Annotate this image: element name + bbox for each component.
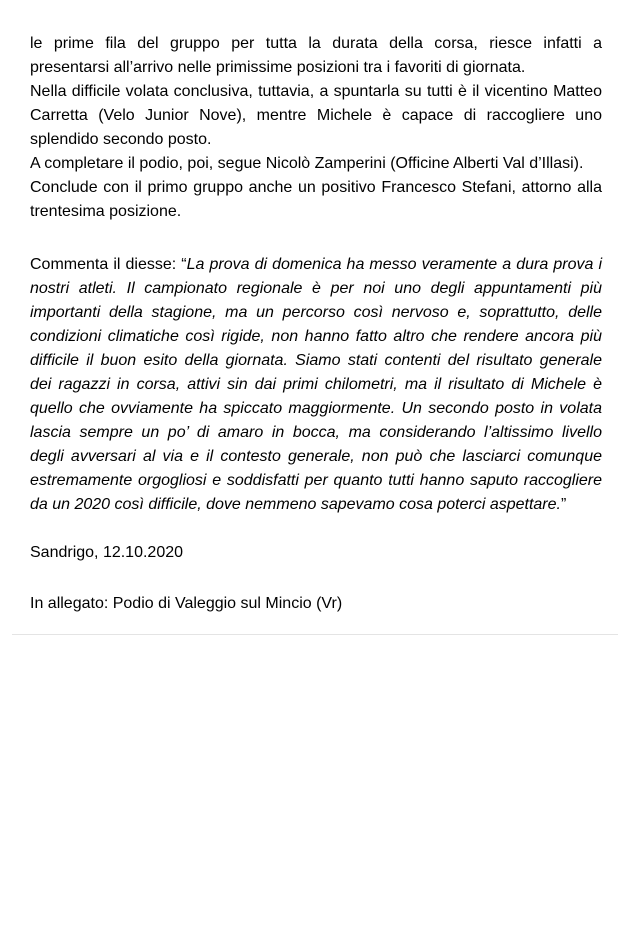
text-line: trentesima posizione. — [30, 203, 182, 220]
quote-line: degli avversari al via e il contesto generale, non può che lasciarci comunque — [30, 448, 602, 465]
quote-line: estremamente orgogliosi e soddisfatti per quanto tutti hanno saputo raccogliere — [30, 472, 602, 489]
text-line — [30, 493, 602, 517]
quote-line: condizioni climatiche così rigide, non hanno fatto altro che rendere ancora più — [30, 328, 602, 345]
paragraph-sprint — [30, 80, 602, 152]
text-line: Nella difficile volata conclusiva, tuttavia, a spuntarla su tutti è il vicentino Matteo — [30, 83, 602, 100]
text-line: splendido secondo posto. — [30, 131, 212, 148]
quote-line: quello che ovviamente ha spiccato maggiormente. Un secondo posto in volata — [30, 400, 602, 417]
quote-close: ” — [560, 496, 567, 513]
quote-line: dei ragazzi in corsa, attivi sin dai primi chilometri, ma il risultato di Michele è — [30, 376, 602, 393]
attachment-note — [30, 592, 602, 616]
paragraph-quote — [30, 253, 602, 517]
text-line: Carretta (Velo Junior Nove), mentre Michele è capace di raccogliere uno — [30, 107, 602, 124]
quote-line: nostri atleti. Il campionato regionale è per noi uno degli appuntamenti più — [30, 280, 602, 297]
attachment-text: In allegato: Podio di Valeggio sul Mincio (Vr) — [30, 595, 343, 612]
paragraph-podium — [30, 152, 602, 176]
text-line: Conclude con il primo gruppo anche un positivo Francesco Stefani, attorno alla — [30, 179, 602, 196]
text-line: le prime fila del gruppo per tutta la durata della corsa, riesce infatti a — [30, 35, 602, 52]
text-line: presentarsi all’arrivo nelle primissime posizioni tra i favoriti di giornata. — [30, 59, 526, 76]
paragraph-stefani — [30, 176, 602, 224]
quote-line: lascia sempre un po’ di amaro in bocca, ma considerando l’altissimo livello — [30, 424, 602, 441]
page-divider — [12, 634, 618, 635]
quote-line: da un 2020 così difficile, dove nemmeno sapevamo cosa poterci aspettare. — [30, 496, 561, 513]
quote-line: importanti della stagione, ma un percorso così nervoso e, soprattutto, delle — [30, 304, 602, 321]
text-line — [30, 253, 602, 277]
quote-text: La prova di domenica ha messo veramente a dura prova i — [186, 256, 603, 273]
paragraph-arrival — [30, 32, 602, 80]
quote-intro: Commenta il diesse: “ — [30, 256, 187, 273]
text-line: A completare il podio, poi, segue Nicolò Zamperini (Officine Alberti Val d’Illasi). — [30, 155, 584, 172]
quote-line: difficile il buon esito della giornata. Siamo stati contenti del risultato generale — [30, 352, 602, 369]
place-date — [30, 541, 602, 565]
place-date-text: Sandrigo, 12.10.2020 — [30, 544, 184, 561]
